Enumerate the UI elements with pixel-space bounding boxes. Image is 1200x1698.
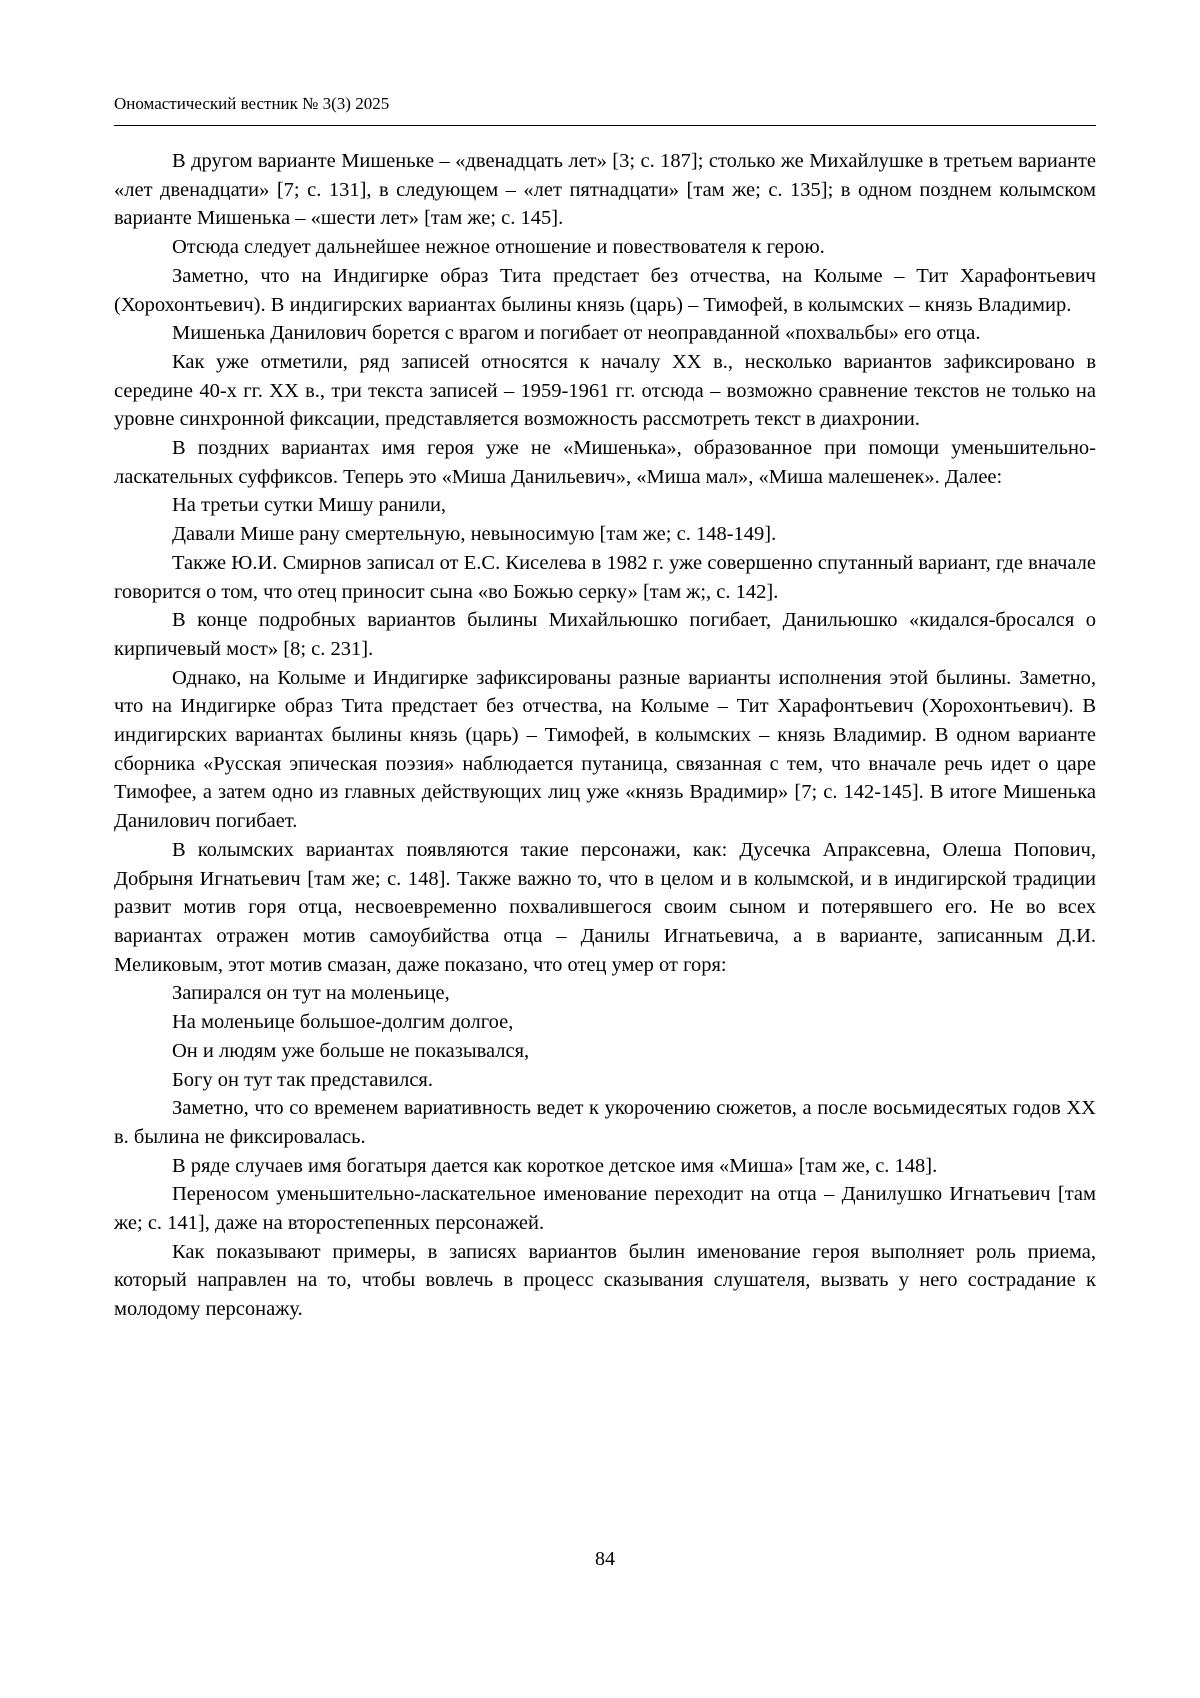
verse-line: На третьи сутки Мишу ранили, — [172, 494, 447, 517]
paragraph: Как показывают примеры, в записях вариантов былин именование героя выполняет роль приема, который направлен на то, чтобы вовлечь в процесс сказывания слушателя, вызвать у него сострадание к молодому персонажу. — [114, 1240, 1096, 1321]
verse-line: Он и людям уже больше не показывался, — [172, 1039, 530, 1062]
paragraph: В конце подробных вариантов былины Михайльюшко погибает, Данильюшко «кидался-бросался о кирпичевый мост» [8; с. 231]. — [114, 609, 1096, 660]
paragraph: Мишенька Данилович борется с врагом и погибает от неоправданной «похвальбы» его отца. — [172, 322, 981, 345]
running-header: Ономастический вестник № 3(3) 2025 — [114, 94, 390, 113]
paragraph: В поздних вариантах имя героя уже не «Мишенька», образованное при помощи уменьшительно-ласкательных суффиксов. Теперь это «Миша Данильевич», «Миша мал», «Миша малешенек». Далее: — [114, 437, 1096, 488]
verse-line: Давали Мише рану смертельную, невыносимую [там же; с. 148-149]. — [172, 523, 777, 546]
verse-line: Запирался он тут на моленьице, — [172, 982, 450, 1005]
paragraph: Заметно, что на Индигирке образ Тита предстает без отчества, на Колыме – Тит Харафонтьевич (Хорохонтьевич). В индигирских вариантах былины князь (царь) – Тимофей, в колымских – князь Владимир. — [114, 264, 1096, 316]
paragraph: Однако, на Колыме и Индигирке зафиксированы разные варианты исполнения этой былины. Заметно, что на Индигирке образ Тита предстает без отчества, на Колыме – Тит Харафонтьевич (Хорохонтьевич). В индигирских вариантах былины князь (царь) – Тимофей, в колымских – князь Владимир. В одном варианте сборника «Русская эпическая поэзия» наблюдается путаница, связанная с тем, что вначале речь идет о царе Тимофее, а затем одно из главных действующих лиц уже «князь Врадимир» [7; с. 142-145]. В итоге Мишенька Данилович погибает. — [114, 666, 1096, 833]
verse-line: На моленьице большое-долгим долгое, — [172, 1011, 514, 1034]
verse-line: Богу он тут так представился. — [172, 1068, 433, 1091]
paragraph: В ряде случаев имя богатыря дается как короткое детское имя «Миша» [там же, с. 148]. — [172, 1154, 938, 1177]
paragraph: В другом варианте Мишеньке – «двенадцать лет» [3; с. 187]; столько же Михайлушке в третьем варианте «лет двенадцати» [7; с. 131], в следующем – «лет пятнадцати» [там же; с. 135]; в одном позднем колымском варианте Мишенька – «шести лет» [там же; с. 145]. — [114, 150, 1096, 230]
paragraph: Как уже отметили, ряд записей относятся к началу XX в., несколько вариантов зафиксировано в середине 40-х гг. XX в., три текста записей – 1959-1961 гг. отсюда – возможно сравнение текстов не только на уровне синхронной фиксации, представляется возможность рассмотреть текст в диахронии. — [114, 350, 1096, 431]
journal-page — [114, 0, 1096, 1698]
paragraph: Переносом уменьшительно-ласкательное именование переходит на отца – Данилушко Игнатьевич [там же; с. 141], даже на второстепенных персонажей. — [114, 1183, 1096, 1235]
paragraph: Заметно, что со временем вариативность ведет к укорочению сюжетов, а после восьмидесятых годов XX в. былина не фиксировалась. — [114, 1097, 1096, 1148]
paragraph: Отсюда следует дальнейшее нежное отношение и повествователя к герою. — [172, 236, 825, 259]
page-number: 84 — [595, 1548, 615, 1570]
article-body — [114, 147, 1096, 1324]
header-rule — [114, 125, 1096, 126]
paragraph: Также Ю.И. Смирнов записал от Е.С. Киселева в 1982 г. уже совершенно спутанный вариант, где вначале говорится о том, что отец приносит сына «во Божью серку» [там ж;, с. 142]. — [114, 551, 1096, 603]
paragraph: В колымских вариантах появляются такие персонажи, как: Дусечка Апраксевна, Олеша Попович, Добрыня Игнатьевич [там же; с. 148]. Также важно то, что в целом и в колымской, и в индигирской традиции развит мотив горя отца, несвоевременно похвалившегося своим сыном и потерявшего его. Не во всех вариантах отражен мотив самоубийства отца – Данилы Игнатьевича, а в варианте, записанным Д.И. Меликовым, этот мотив смазан, даже показано, что отец умер от горя: — [114, 838, 1096, 976]
